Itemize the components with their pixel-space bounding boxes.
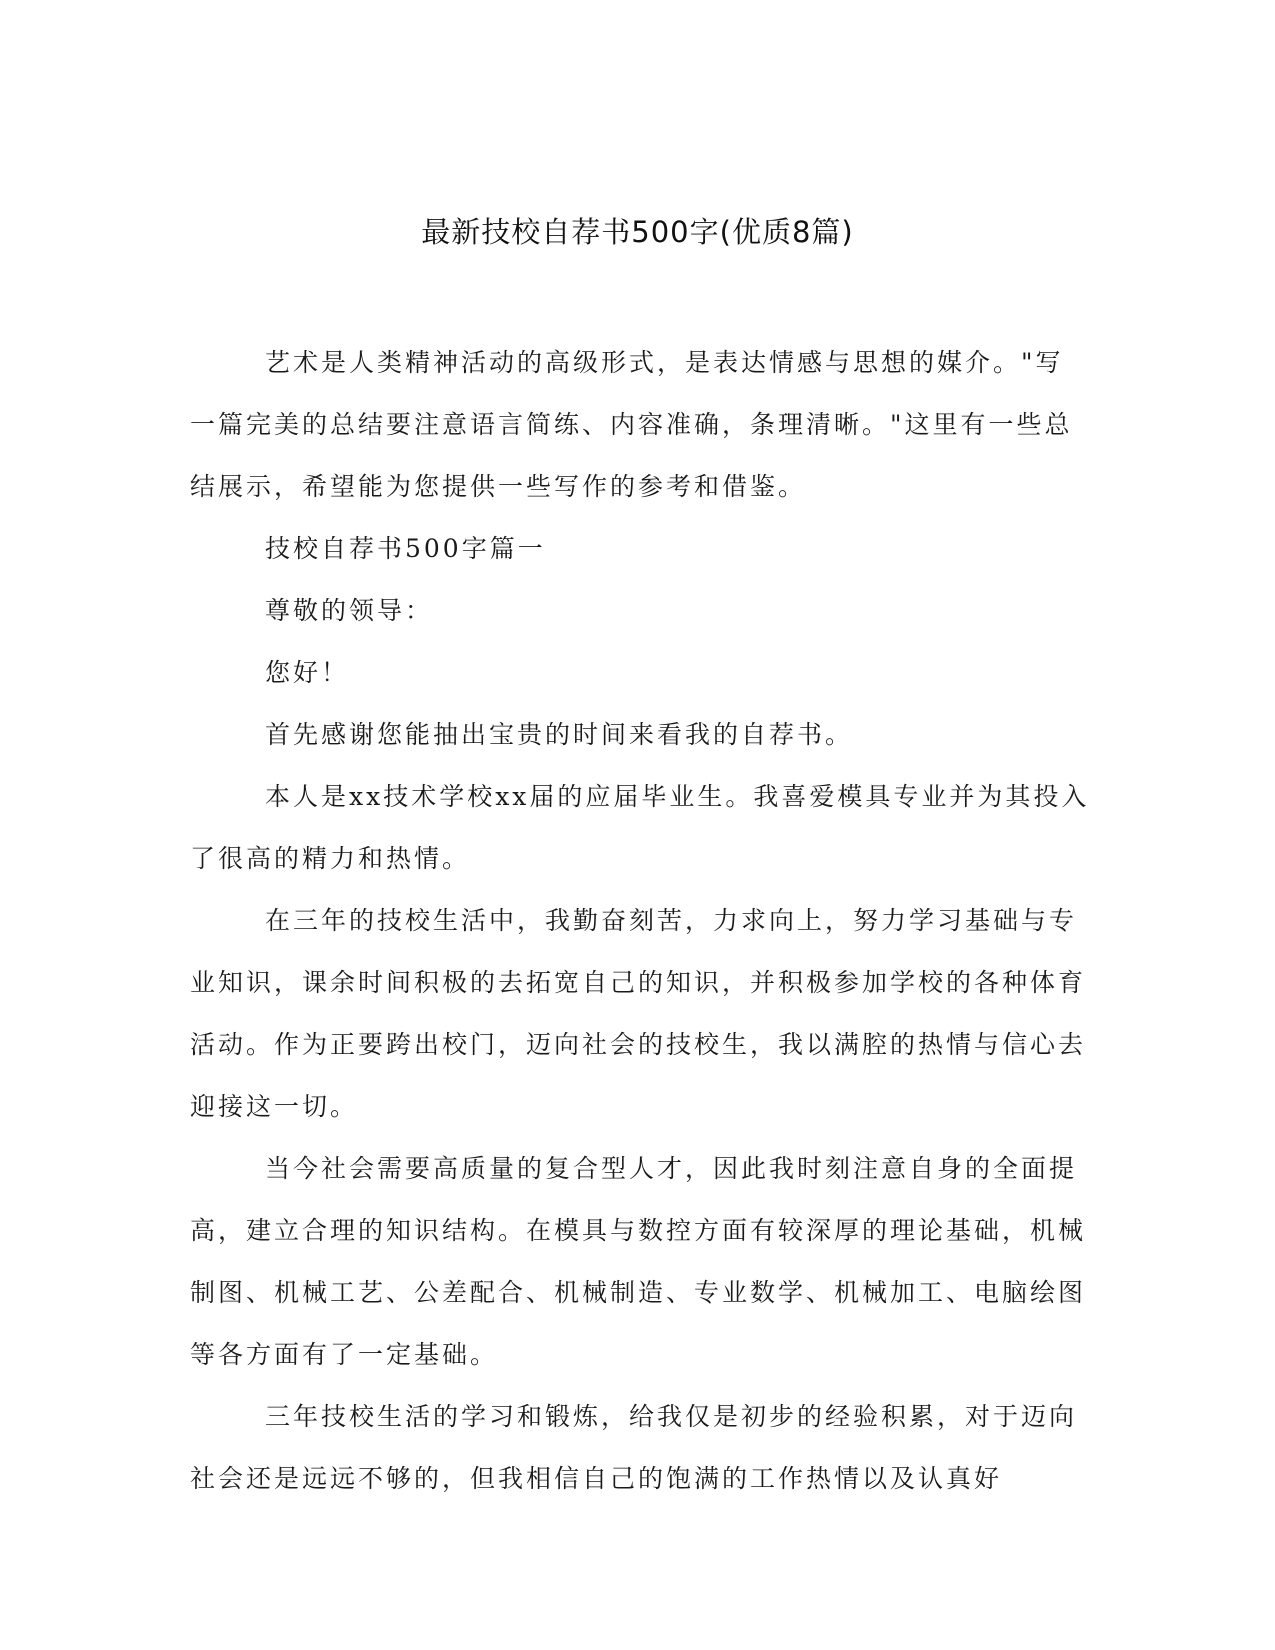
paragraph-skills: 当今社会需要高质量的复合型人才，因此我时刻注意自身的全面提高，建立合理的知识结构。在模具与数控方面有较深厚的理论基础，机械制图、机械工艺、公差配合、机械制造、专业数学、机械加工、电脑绘图等各方面有了一定基础。	[190, 1154, 1087, 1369]
paragraph-experience: 三年技校生活的学习和锻炼，给我仅是初步的经验积累，对于迈向社会还是远远不够的，但我相信自己的饱满的工作热情以及认真好	[190, 1402, 1078, 1493]
document-body	[190, 332, 1090, 1510]
paragraph-thanks: 首先感谢您能抽出宝贵的时间来看我的自荐书。	[265, 720, 854, 749]
salutation: 尊敬的领导：	[265, 596, 434, 625]
paragraph-school-life: 在三年的技校生活中，我勤奋刻苦，力求向上，努力学习基础与专业知识，课余时间积极的去拓宽自己的知识，并积极参加学校的各种体育活动。作为正要跨出校门，迈向社会的技校生，我以满腔的热情与信心去迎接这一切。	[190, 906, 1087, 1121]
paragraph-self-intro: 本人是xx技术学校xx届的应届毕业生。我喜爱模具专业并为其投入了很高的精力和热情。	[190, 782, 1090, 873]
paragraph-intro: 艺术是人类精神活动的高级形式，是表达情感与思想的媒介。"写一篇完美的总结要注意语言简练、内容准确，条理清晰。"这里有一些总结展示，希望能为您提供一些写作的参考和借鉴。	[190, 348, 1073, 501]
greeting: 您好！	[265, 658, 350, 687]
section-heading: 技校自荐书500字篇一	[265, 534, 546, 563]
document-title: 最新技校自荐书500字(优质8篇)	[421, 215, 854, 249]
